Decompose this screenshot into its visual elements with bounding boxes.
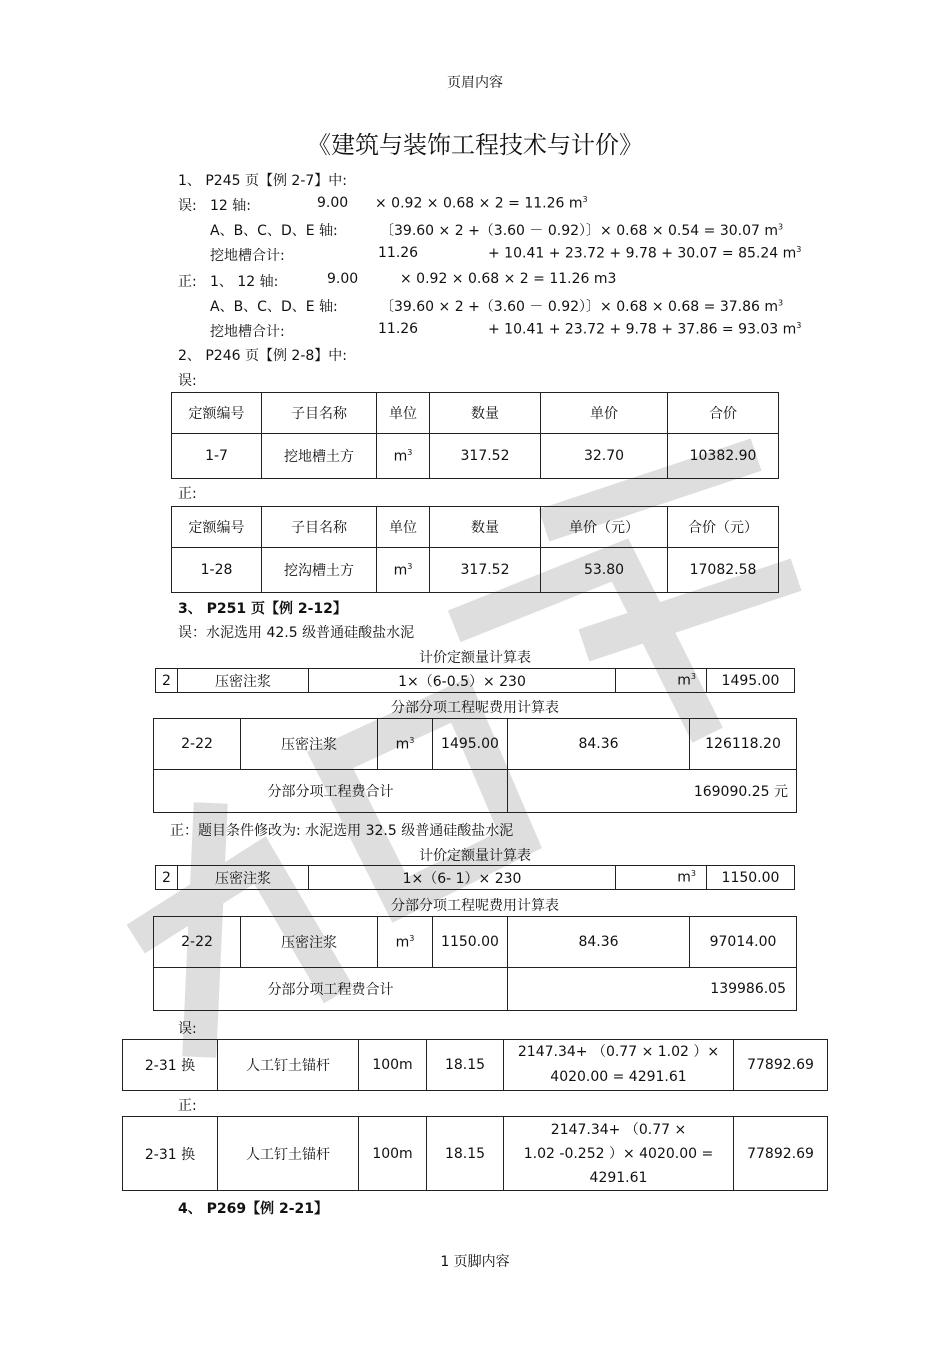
table-header: 单价	[541, 393, 668, 434]
anchor-wrong-label: 误:	[178, 1021, 197, 1037]
table-cell: 100m	[359, 1117, 427, 1191]
sec2-wrong-label: 误:	[178, 373, 197, 389]
table-cell: 10382.90	[668, 434, 779, 479]
table-cell: 32.70	[541, 434, 668, 479]
table-cell: 压密注浆	[178, 866, 309, 890]
quota-table-wrong	[171, 392, 779, 479]
total-value: 139986.05	[508, 968, 797, 1011]
table-cell: 1×（6- 1）× 230	[309, 866, 616, 890]
table-cell: 压密注浆	[241, 917, 378, 968]
calc-label: A、B、C、D、E 轴:	[210, 223, 338, 239]
table-cell: $m^3$	[616, 669, 707, 693]
table-cell: 挖沟槽土方	[262, 548, 377, 593]
table-cell: 1495.00	[433, 719, 508, 770]
table-cell: 挖地槽土方	[262, 434, 377, 479]
calc-value: 11.26	[378, 245, 419, 261]
table-cell: 17082.58	[668, 548, 779, 593]
calc-label: 挖地槽合计:	[210, 248, 285, 264]
calc-label: 挖地槽合计:	[210, 324, 285, 340]
table-cell: 53.80	[541, 548, 668, 593]
table-header: 数量	[430, 507, 541, 548]
calc-value: 9.00	[317, 195, 349, 211]
sec3-wrong-text: 误：水泥选用 42.5 级普通硅酸盐水泥	[178, 625, 415, 641]
sec1-wrong-label: 误:	[178, 198, 197, 214]
table-cell: 人工钉土锚杆	[218, 1117, 359, 1191]
total-label: 分部分项工程费合计	[154, 968, 508, 1011]
table-cell: 2	[156, 866, 178, 890]
table-cell: 1×（6-0.5）× 230	[309, 669, 616, 693]
table-header: 数量	[430, 393, 541, 434]
anchor-table-wrong	[122, 1039, 828, 1091]
quota-table-right	[171, 506, 779, 593]
table-header: 定额编号	[172, 507, 262, 548]
table-header: 子目名称	[262, 507, 377, 548]
table-cell: 2-22	[154, 719, 241, 770]
table-cell: 2-31 换	[123, 1117, 218, 1191]
table-cell: 2147.34+ （0.77 × 1.02 -0.252 ）× 4020.00 = 4291.61	[504, 1117, 734, 1191]
calc-table-title: 计价定额量计算表	[419, 848, 531, 864]
anchor-right-label: 正:	[178, 1098, 197, 1114]
table-cell: 97014.00	[690, 917, 797, 968]
fee-table-wrong	[153, 718, 797, 813]
sec3-right-text: 正：题目条件修改为: 水泥选用 32.5 级普通硅酸盐水泥	[170, 823, 514, 839]
table-cell: 2-31 换	[123, 1040, 218, 1091]
table-cell: 77892.69	[734, 1040, 828, 1091]
table-header: 子目名称	[262, 393, 377, 434]
fee-table-title: 分部分项工程呢费用计算表	[391, 898, 559, 914]
calc-label: A、B、C、D、E 轴:	[210, 299, 338, 315]
table-cell: 18.15	[427, 1117, 504, 1191]
sec4-heading: 4、 P269【例 2-21】	[178, 1201, 329, 1217]
sec2-heading: 2、 P246 页【例 2-8】中:	[178, 348, 348, 364]
table-header: 合价	[668, 393, 779, 434]
page-footer: 1 页脚内容	[440, 1254, 510, 1270]
table-cell: 18.15	[427, 1040, 504, 1091]
table-header: 单位	[377, 507, 430, 548]
calc-expression: × 0.92 × 0.68 × 2 = 11.26 $m^3$	[375, 195, 588, 212]
table-cell: 1150.00	[707, 866, 795, 890]
page-title: 《建筑与装饰工程技术与计价》	[307, 131, 643, 159]
page-header: 页眉内容	[447, 75, 503, 91]
table-header: 单位	[377, 393, 430, 434]
table-header: 定额编号	[172, 393, 262, 434]
table-cell: 2-22	[154, 917, 241, 968]
calc-expression: + 10.41 + 23.72 + 9.78 + 37.86 = 93.03 $m^3$	[488, 321, 802, 338]
calc-expression: × 0.92 × 0.68 × 2 = 11.26 m3	[400, 271, 617, 287]
table-header: 单价（元）	[541, 507, 668, 548]
table-header: 合价（元）	[668, 507, 779, 548]
calc-table-wrong	[155, 668, 795, 693]
total-label: 分部分项工程费合计	[154, 770, 508, 813]
table-cell: 84.36	[508, 917, 690, 968]
table-cell: 压密注浆	[241, 719, 378, 770]
calc-table-title: 计价定额量计算表	[419, 650, 531, 666]
table-cell: 100m	[359, 1040, 427, 1091]
table-cell: 1495.00	[707, 669, 795, 693]
table-cell: $m^3$	[377, 548, 430, 593]
table-cell: 1-28	[172, 548, 262, 593]
table-cell: $m^3$	[616, 866, 707, 890]
sec3-heading: 3、 P251 页【例 2-12】	[178, 601, 347, 617]
calc-expression: 〔39.60 × 2 +（3.60 － 0.92）〕× 0.68 × 0.68 = 37.86 $m^3$	[380, 298, 784, 315]
calc-label: 12 轴:	[210, 198, 251, 214]
calc-expression: + 10.41 + 23.72 + 9.78 + 30.07 = 85.24 $m^3$	[488, 245, 802, 262]
table-cell: $m^3$	[378, 719, 433, 770]
table-cell: 1150.00	[433, 917, 508, 968]
table-cell: 317.52	[430, 434, 541, 479]
sec1-heading: 1、 P245 页【例 2-7】中:	[178, 173, 348, 189]
table-cell: $m^3$	[377, 434, 430, 479]
calc-label: 1、 12 轴:	[210, 274, 279, 290]
table-cell: $m^3$	[378, 917, 433, 968]
table-cell: 317.52	[430, 548, 541, 593]
table-cell: 2	[156, 669, 178, 693]
table-cell: 人工钉土锚杆	[218, 1040, 359, 1091]
table-cell: 1-7	[172, 434, 262, 479]
calc-value: 9.00	[327, 271, 359, 287]
calc-table-right	[155, 865, 795, 890]
calc-value: 11.26	[378, 321, 419, 337]
table-cell: 84.36	[508, 719, 690, 770]
table-cell: 77892.69	[734, 1117, 828, 1191]
sec2-right-label: 正:	[178, 486, 197, 502]
table-cell: 126118.20	[690, 719, 797, 770]
sec1-right-label: 正:	[178, 274, 197, 290]
table-cell: 压密注浆	[178, 669, 309, 693]
total-value: 169090.25 元	[508, 770, 797, 813]
table-cell: 2147.34+ （0.77 × 1.02 ）× 4020.00 = 4291.61	[504, 1040, 734, 1091]
calc-expression: 〔39.60 × 2 +（3.60 － 0.92）〕× 0.68 × 0.54 = 30.07 $m^3$	[380, 222, 784, 239]
fee-table-right	[153, 916, 797, 1011]
anchor-table-right	[122, 1116, 828, 1191]
fee-table-title: 分部分项工程呢费用计算表	[391, 700, 559, 716]
